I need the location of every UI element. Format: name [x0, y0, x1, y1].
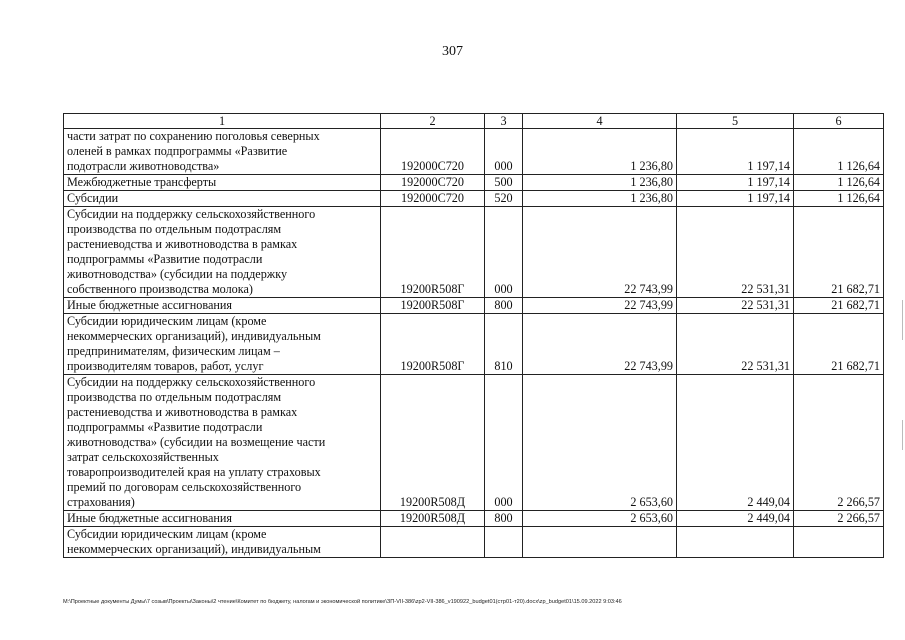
row-type-cell: 520	[485, 191, 523, 207]
table-row	[64, 207, 884, 298]
table-row	[64, 511, 884, 527]
row-name-line: Субсидии на поддержку сельскохозяйственного	[67, 375, 316, 389]
row-name-cell	[64, 207, 381, 298]
row-value-1-cell: 1 236,80	[523, 175, 677, 191]
row-value-2-cell: 2 449,04	[677, 511, 794, 527]
row-name-cell	[64, 175, 381, 191]
row-value-1-cell: 22 743,99	[523, 298, 677, 314]
row-name-line: подпрограммы «Развитие подотрасли	[67, 420, 263, 434]
table-row	[64, 375, 884, 511]
row-name-line: производителям товаров, работ, услуг	[67, 359, 264, 373]
column-header-4: 4	[523, 114, 677, 129]
row-name-line: части затрат по сохранению поголовья северных	[67, 129, 320, 143]
row-type-cell: 500	[485, 175, 523, 191]
page-number: 307	[442, 44, 463, 59]
row-name-line: некоммерческих организаций), индивидуальным	[67, 329, 321, 343]
row-name-line: собственного производства молока)	[67, 282, 253, 296]
row-name-line: товаропроизводителей края на уплату страховых	[67, 465, 321, 479]
row-name-cell	[64, 298, 381, 314]
column-header-1: 1	[64, 114, 381, 129]
table-row	[64, 314, 884, 375]
column-header-3: 3	[485, 114, 523, 129]
row-value-3-cell: 2 266,57	[794, 511, 884, 527]
row-name-line: Субсидии юридическим лицам (кроме	[67, 527, 267, 541]
row-code-cell: 19200R508Д	[381, 511, 485, 527]
row-value-3-cell: 1 126,64	[794, 191, 884, 207]
row-name-line: Субсидии на поддержку сельскохозяйственного	[67, 207, 316, 221]
row-name-cell	[64, 511, 381, 527]
row-code-cell: 192000C720	[381, 175, 485, 191]
row-value-3-cell	[794, 527, 884, 558]
row-name-line: затрат сельскохозяйственных	[67, 450, 219, 464]
row-code-cell: 19200R508Г	[381, 314, 485, 375]
row-name-line: Субсидии юридическим лицам (кроме	[67, 314, 267, 328]
row-type-cell: 000	[485, 207, 523, 298]
row-name-line: подотрасли животноводства»	[67, 159, 220, 173]
row-value-2-cell: 22 531,31	[677, 207, 794, 298]
row-value-2-cell: 22 531,31	[677, 298, 794, 314]
row-code-cell	[381, 527, 485, 558]
table-row	[64, 129, 884, 175]
row-value-3-cell: 21 682,71	[794, 298, 884, 314]
row-name-cell	[64, 129, 381, 175]
table-row	[64, 175, 884, 191]
row-name-line: производства по отдельным подотраслям	[67, 390, 282, 404]
row-name-line: Межбюджетные трансферты	[67, 175, 217, 189]
row-name-line: растениеводства и животноводства в рамках	[67, 405, 298, 419]
row-value-3-cell: 1 126,64	[794, 129, 884, 175]
row-name-line: предпринимателям, физическим лицам –	[67, 344, 280, 358]
row-type-cell: 800	[485, 511, 523, 527]
row-name-line: некоммерческих организаций), индивидуальным	[67, 542, 321, 556]
row-type-cell: 000	[485, 375, 523, 511]
row-code-cell: 19200R508Г	[381, 207, 485, 298]
row-value-1-cell: 2 653,60	[523, 375, 677, 511]
table-row	[64, 298, 884, 314]
column-header-5: 5	[677, 114, 794, 129]
scan-edge-mark	[902, 420, 903, 450]
row-value-1-cell: 1 236,80	[523, 191, 677, 207]
row-value-3-cell: 2 266,57	[794, 375, 884, 511]
budget-table	[63, 113, 884, 558]
row-value-2-cell: 1 197,14	[677, 175, 794, 191]
row-code-cell: 19200R508Д	[381, 375, 485, 511]
table-row	[64, 191, 884, 207]
row-name-line: премий по договорам сельскохозяйственного	[67, 480, 302, 494]
row-value-3-cell: 21 682,71	[794, 207, 884, 298]
row-name-line: подпрограммы «Развитие подотрасли	[67, 252, 263, 266]
row-type-cell: 800	[485, 298, 523, 314]
row-name-cell	[64, 527, 381, 558]
table-body	[64, 129, 884, 558]
footer-file-path: M:\Проектные документы Думы\7 созыв\Проекты\Законы\2 чтение\Комитет по бюджету, налогам и экономической политике\ЗП-VII-386\zp2-VII-386_v190922_budget01(стр01-т20).docx\zp_budget01\15.09.2022 9:03:46	[63, 599, 622, 605]
row-value-1-cell: 22 743,99	[523, 314, 677, 375]
row-value-2-cell: 1 197,14	[677, 191, 794, 207]
column-header-6: 6	[794, 114, 884, 129]
row-name-line: животноводства» (субсидии на поддержку	[67, 267, 288, 281]
row-type-cell: 000	[485, 129, 523, 175]
row-name-line: оленей в рамках подпрограммы «Развитие	[67, 144, 288, 158]
row-value-2-cell: 2 449,04	[677, 375, 794, 511]
row-name-line: животноводства» (субсидии на возмещение части	[67, 435, 326, 449]
row-name-line: растениеводства и животноводства в рамках	[67, 237, 298, 251]
row-name-line: страхования)	[67, 495, 135, 509]
column-number-row	[64, 114, 884, 129]
row-value-1-cell: 2 653,60	[523, 511, 677, 527]
row-name-line: Иные бюджетные ассигнования	[67, 511, 233, 525]
row-name-cell	[64, 314, 381, 375]
row-value-1-cell: 22 743,99	[523, 207, 677, 298]
row-value-1-cell: 1 236,80	[523, 129, 677, 175]
row-name-cell	[64, 191, 381, 207]
column-header-2: 2	[381, 114, 485, 129]
row-code-cell: 192000C720	[381, 191, 485, 207]
row-type-cell	[485, 527, 523, 558]
row-type-cell: 810	[485, 314, 523, 375]
row-code-cell: 192000C720	[381, 129, 485, 175]
row-value-3-cell: 1 126,64	[794, 175, 884, 191]
row-value-3-cell: 21 682,71	[794, 314, 884, 375]
row-name-line: производства по отдельным подотраслям	[67, 222, 282, 236]
table-row	[64, 527, 884, 558]
row-name-cell	[64, 375, 381, 511]
row-value-2-cell	[677, 527, 794, 558]
row-name-line: Иные бюджетные ассигнования	[67, 298, 233, 312]
scan-edge-mark	[902, 300, 903, 340]
row-name-line: Субсидии	[67, 191, 119, 205]
row-code-cell: 19200R508Г	[381, 298, 485, 314]
row-value-1-cell	[523, 527, 677, 558]
row-value-2-cell: 1 197,14	[677, 129, 794, 175]
row-value-2-cell: 22 531,31	[677, 314, 794, 375]
